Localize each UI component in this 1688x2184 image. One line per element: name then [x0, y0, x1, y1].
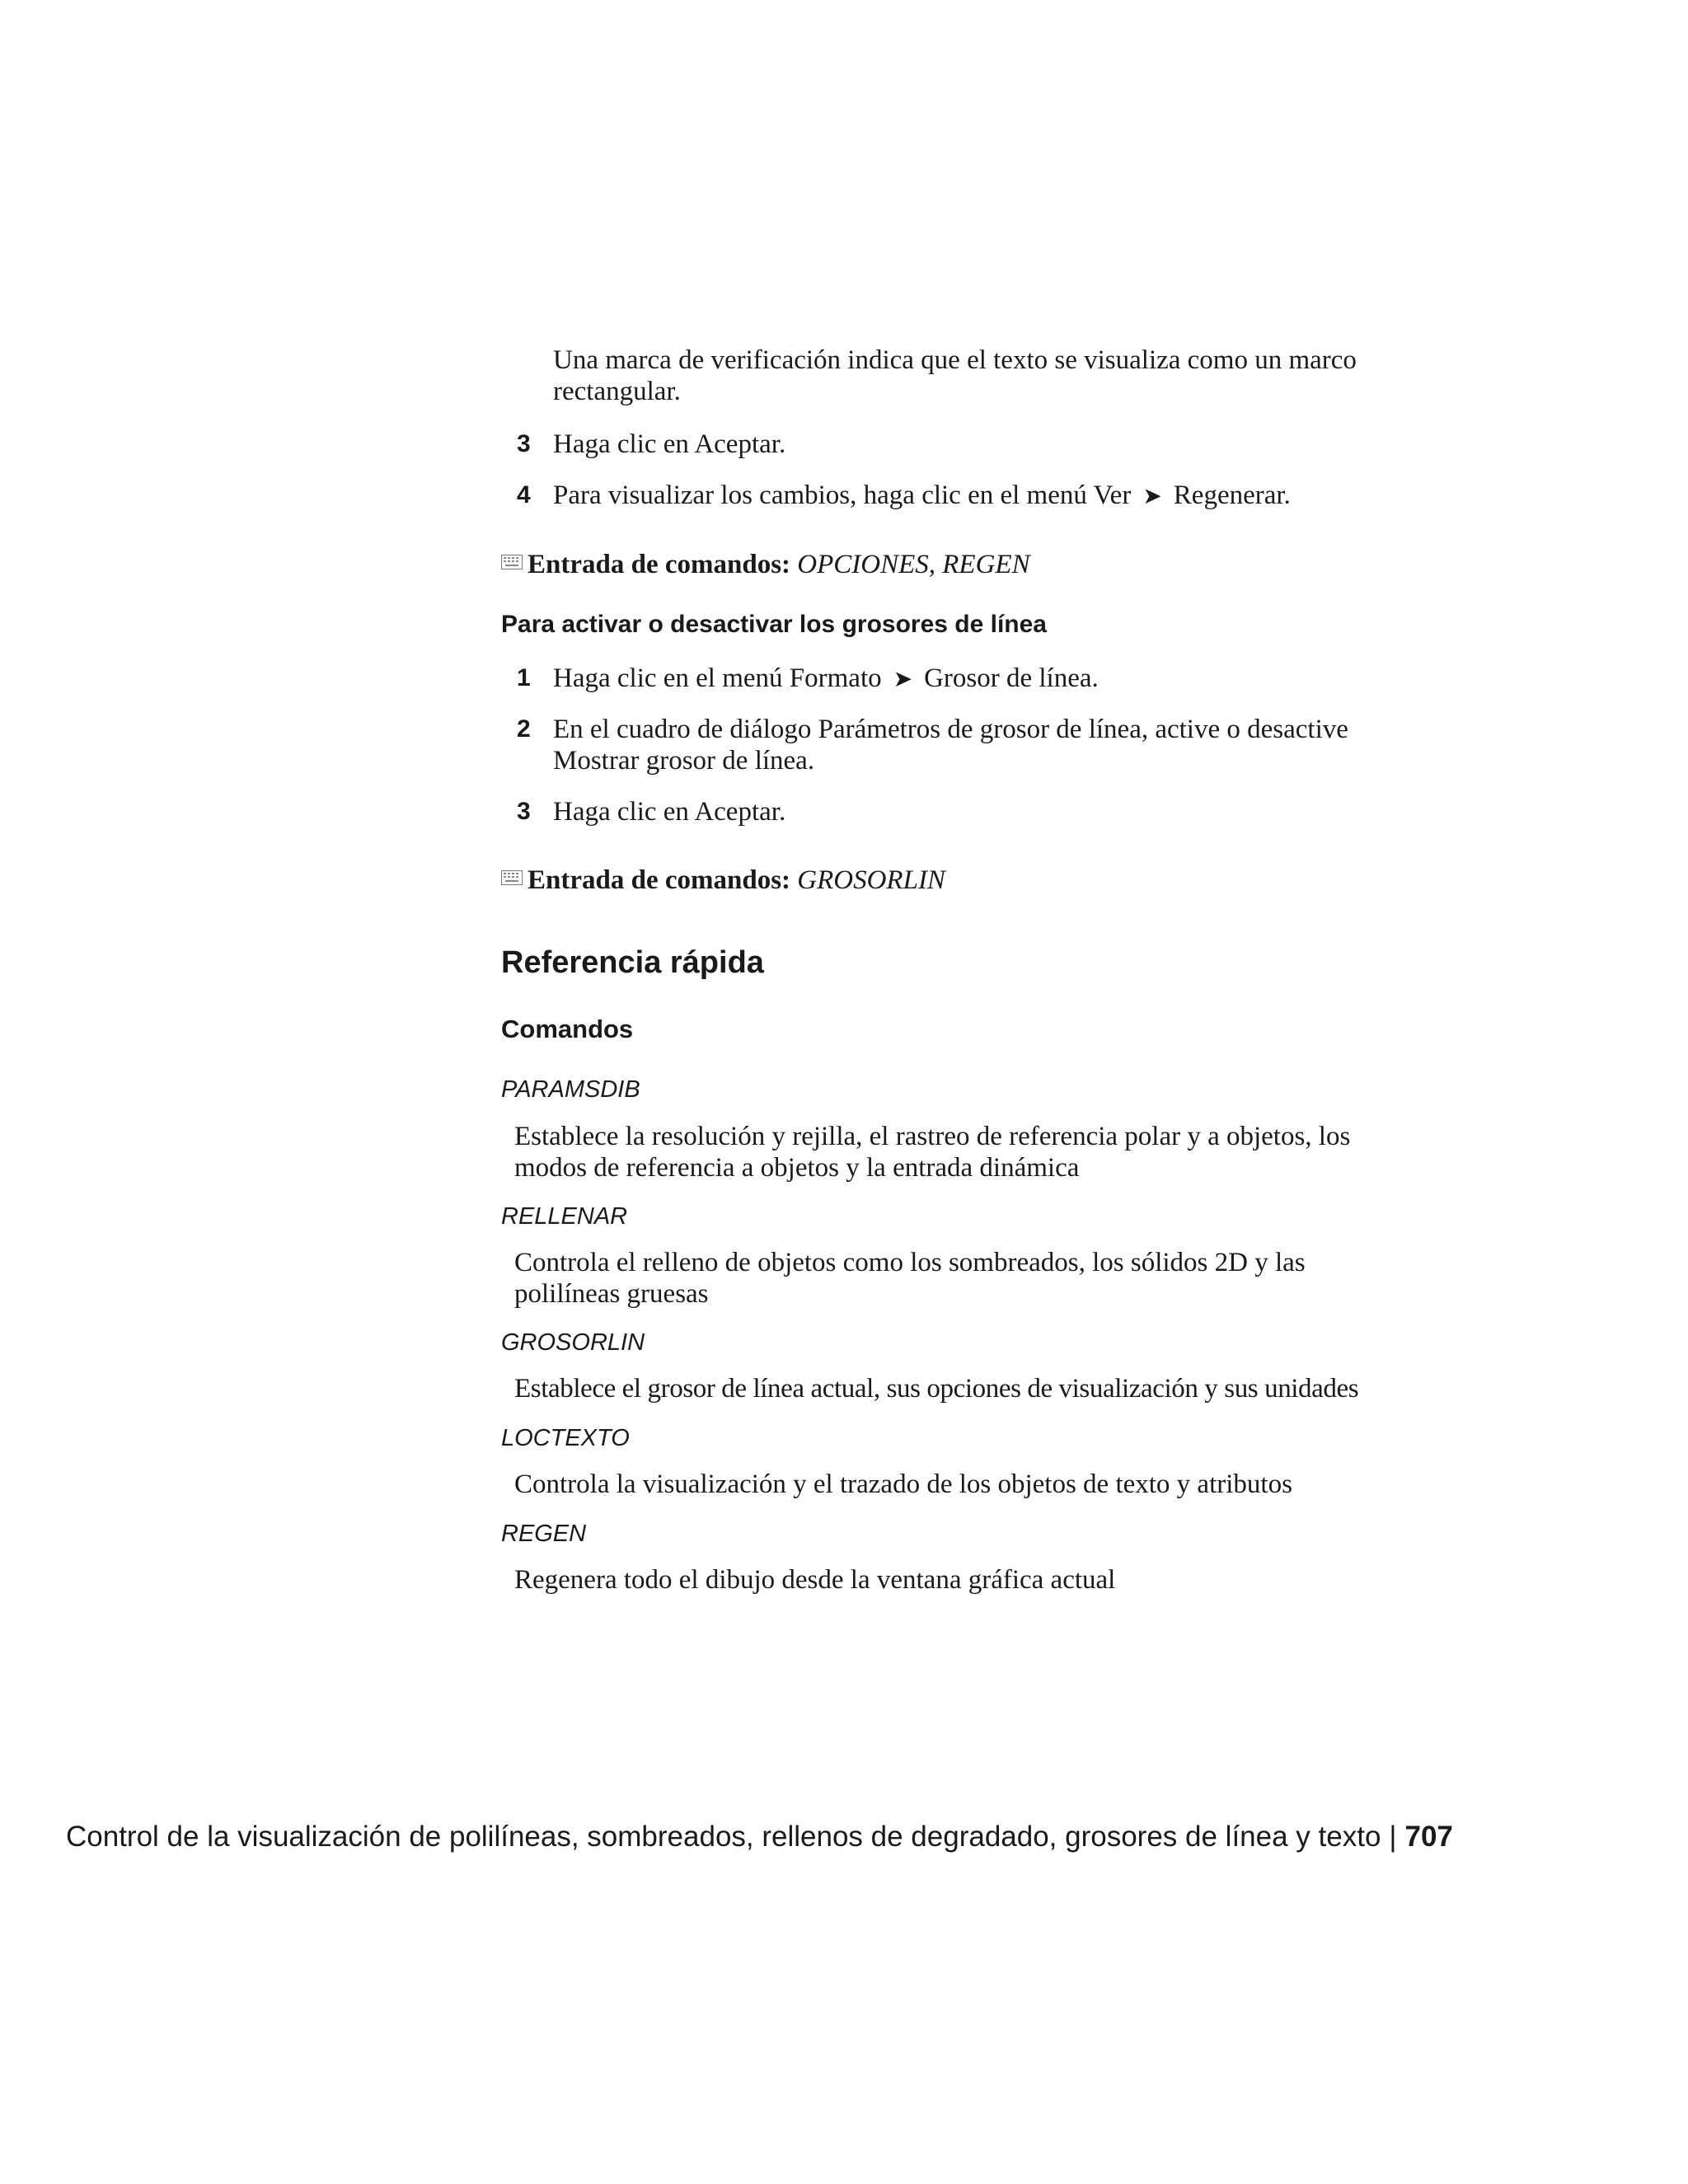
step-number: 3	[517, 430, 531, 457]
command-name: REGEN	[501, 1521, 587, 1547]
menu-arrow-icon: ➤	[893, 667, 913, 692]
command-entry-label: Entrada de comandos:	[528, 550, 791, 579]
step-number: 1	[517, 664, 531, 691]
command-name: GROSORLIN	[501, 1329, 645, 1356]
command-description: Controla el relleno de objetos como los sombreados, los sólidos 2D y las polilíneas gruesas	[514, 1248, 1306, 1309]
command-entry-value: GROSORLIN	[797, 865, 945, 895]
page-number: 707	[1404, 1821, 1453, 1853]
command-name: RELLENAR	[501, 1203, 628, 1230]
keyboard-icon	[501, 555, 523, 569]
procedure-title: Para activar o desactivar los grosores de línea	[501, 611, 1047, 638]
subsection-heading: Comandos	[501, 1015, 634, 1043]
step-text-after: Regenerar.	[1173, 480, 1291, 510]
page-footer	[66, 1820, 1453, 1854]
command-entry-label: Entrada de comandos:	[528, 865, 791, 895]
command-description: Establece el grosor de línea actual, sus opciones de visualización y sus unidades	[514, 1374, 1359, 1404]
command-description: Regenera todo el dibujo desde la ventana gráfica actual	[514, 1565, 1116, 1595]
step-text: Haga clic en Aceptar.	[553, 797, 786, 827]
step-text	[553, 480, 1386, 513]
command-description: Establece la resolución y rejilla, el rastreo de referencia polar y a objetos, los modos de referencia a objetos y la entrada dinámica	[514, 1122, 1351, 1183]
command-entry-value: OPCIONES, REGEN	[797, 550, 1030, 579]
step-text: En el cuadro de diálogo Parámetros de grosor de línea, active o desactive Mostrar grosor de línea.	[553, 715, 1348, 776]
step-text-before: Para visualizar los cambios, haga clic en el menú Ver	[553, 480, 1132, 510]
step-number: 3	[517, 798, 531, 825]
command-description: Controla la visualización y el trazado de los objetos de texto y atributos	[514, 1469, 1292, 1499]
step-text: Haga clic en Aceptar.	[553, 429, 786, 459]
step-text-before: Haga clic en el menú Formato	[553, 663, 882, 693]
command-name: LOCTEXTO	[501, 1425, 630, 1451]
step-number: 4	[517, 481, 531, 509]
command-entry	[501, 864, 945, 897]
footer-chapter-title: Control de la visualización de polilíneas, sombreados, rellenos de degradado, grosores de línea y texto	[66, 1821, 1381, 1853]
menu-arrow-icon: ➤	[1142, 484, 1162, 509]
step-number: 2	[517, 715, 531, 743]
keyboard-icon	[501, 870, 523, 885]
section-heading: Referencia rápida	[501, 945, 764, 980]
command-entry	[501, 548, 1030, 581]
command-name: PARAMSDIB	[501, 1076, 640, 1103]
footer-separator: |	[1389, 1821, 1397, 1853]
step-text-after: Grosor de línea.	[924, 663, 1099, 693]
step-text	[553, 663, 1386, 696]
intro-paragraph: Una marca de verificación indica que el texto se visualiza como un marco rectangular.	[553, 345, 1357, 406]
